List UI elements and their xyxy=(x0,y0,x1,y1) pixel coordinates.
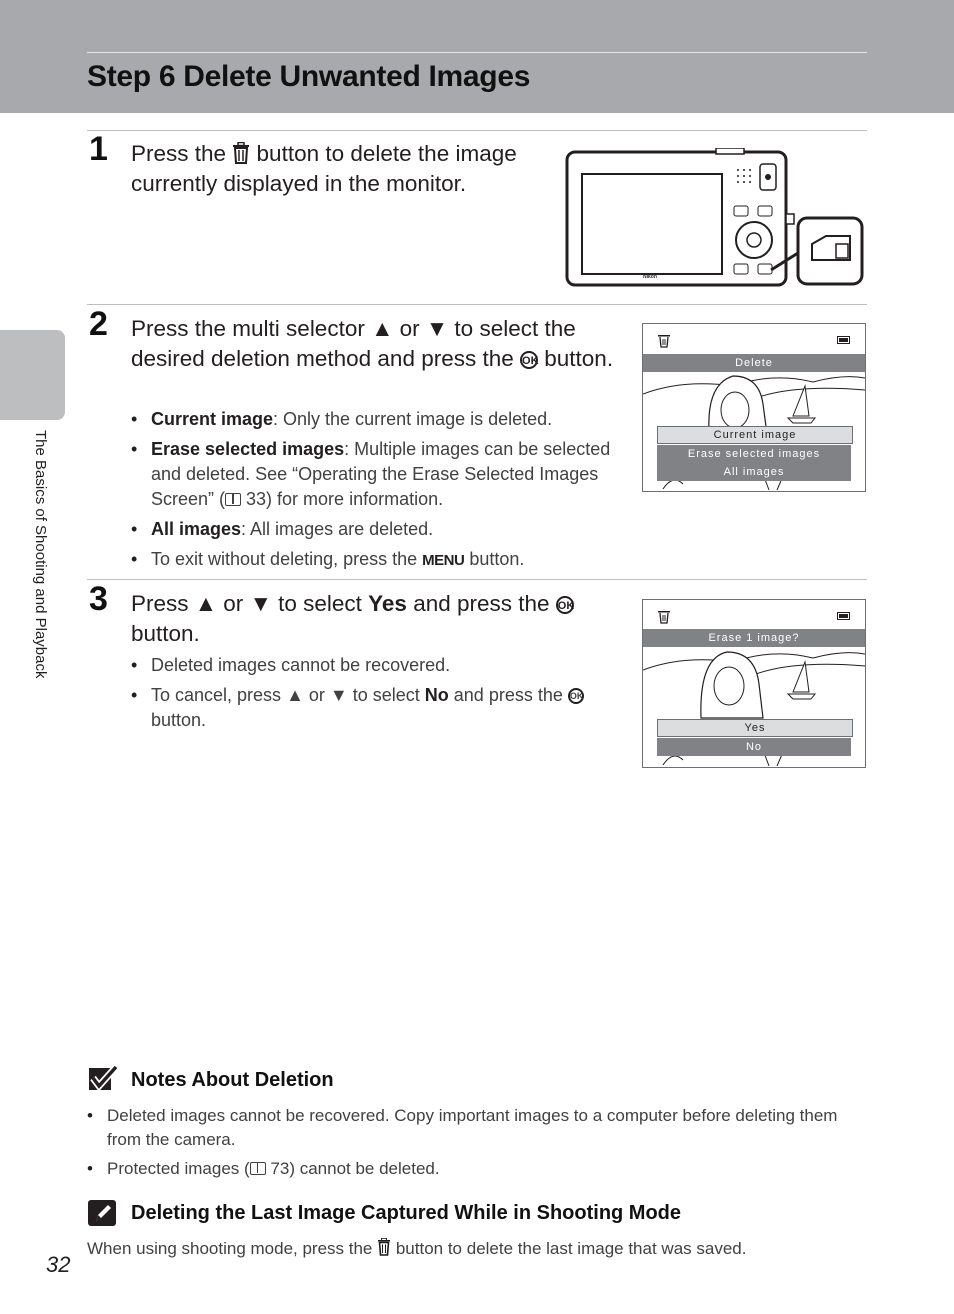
list-item: • To cancel, press ▲ or ▼ to select No and press the OK button. xyxy=(131,683,611,733)
trash-icon xyxy=(657,609,671,624)
camera-back-illustration xyxy=(564,148,868,290)
book-reference-icon xyxy=(250,1162,266,1175)
menu-button-glyph: MENU xyxy=(422,552,465,569)
screen-title-bar: Delete xyxy=(643,354,865,372)
battery-icon xyxy=(837,612,851,620)
header-band xyxy=(0,0,954,113)
screen-title-bar: Erase 1 image? xyxy=(643,629,865,647)
notes-list xyxy=(87,1104,847,1186)
camera-brand-label: Nikon xyxy=(643,274,657,280)
menu-option-current-image[interactable]: Current image xyxy=(657,426,853,444)
chapter-label: The Basics of Shooting and Playback xyxy=(32,430,49,679)
chapter-tab xyxy=(0,330,65,420)
step-number: 3 xyxy=(89,580,108,618)
ok-button-icon: OK xyxy=(520,351,538,369)
down-arrow-icon: ▼ xyxy=(249,591,272,616)
step-number: 2 xyxy=(89,305,108,343)
trash-icon xyxy=(657,333,671,348)
list-item: • All images: All images are deleted. xyxy=(131,517,611,542)
step-divider xyxy=(87,579,867,580)
ok-button-icon: OK xyxy=(556,596,574,614)
erase-confirm-screen xyxy=(642,599,866,768)
list-item: • Erase selected images: Multiple images can be selected and deleted. See “Operating the Erase Selected Images Screen” ( 33) for more information. xyxy=(131,437,611,512)
header-rule xyxy=(87,52,867,53)
step-3-bullets xyxy=(131,653,611,738)
menu-option-yes[interactable]: Yes xyxy=(657,719,853,737)
page-title: Step 6 Delete Unwanted Images xyxy=(87,60,531,93)
step-3-text: Press ▲ or ▼ to select Yes and press the OK button. xyxy=(131,591,575,646)
step-divider xyxy=(87,304,867,305)
delete-menu-screen xyxy=(642,323,866,492)
up-arrow-icon: ▲ xyxy=(194,591,218,616)
book-reference-icon xyxy=(225,493,241,506)
checkmark-icon xyxy=(88,1065,118,1093)
list-item: • To exit without deleting, press the MENU button. xyxy=(131,547,611,573)
page-number: 32 xyxy=(46,1252,71,1277)
list-item: • Protected images ( 73) cannot be deleted. xyxy=(87,1157,847,1181)
trash-icon xyxy=(232,142,250,164)
tip-body: When using shooting mode, press the button to delete the last image that was saved. xyxy=(87,1239,747,1258)
list-item: • Current image: Only the current image is deleted. xyxy=(131,407,611,432)
battery-icon xyxy=(837,336,851,344)
down-arrow-icon: ▼ xyxy=(329,685,348,705)
ok-button-icon: OK xyxy=(568,688,584,704)
notes-title: Notes About Deletion xyxy=(131,1069,334,1091)
pencil-icon xyxy=(88,1200,116,1226)
step-1-text: Press the button to delete the image currently displayed in the monitor. xyxy=(131,141,517,196)
down-arrow-icon: ▼ xyxy=(425,316,449,341)
step-2-text: Press the multi selector ▲ or ▼ to select the desired deletion method and press the OK button. xyxy=(131,316,614,371)
up-arrow-icon: ▲ xyxy=(286,685,304,705)
list-item: • Deleted images cannot be recovered. Copy important images to a computer before deleting them from the camera. xyxy=(87,1104,847,1152)
step-number: 1 xyxy=(89,130,108,168)
step-2-bullets xyxy=(131,407,611,578)
menu-option-erase-selected-images[interactable]: Erase selected images xyxy=(657,445,851,463)
menu-option-no[interactable]: No xyxy=(657,738,851,756)
up-arrow-icon: ▲ xyxy=(371,316,394,341)
tip-title: Deleting the Last Image Captured While in Shooting Mode xyxy=(131,1202,682,1224)
menu-option-all-images[interactable]: All images xyxy=(657,463,851,481)
list-item: • Deleted images cannot be recovered. xyxy=(131,653,611,678)
step-divider xyxy=(87,130,867,131)
trash-icon xyxy=(377,1238,391,1256)
